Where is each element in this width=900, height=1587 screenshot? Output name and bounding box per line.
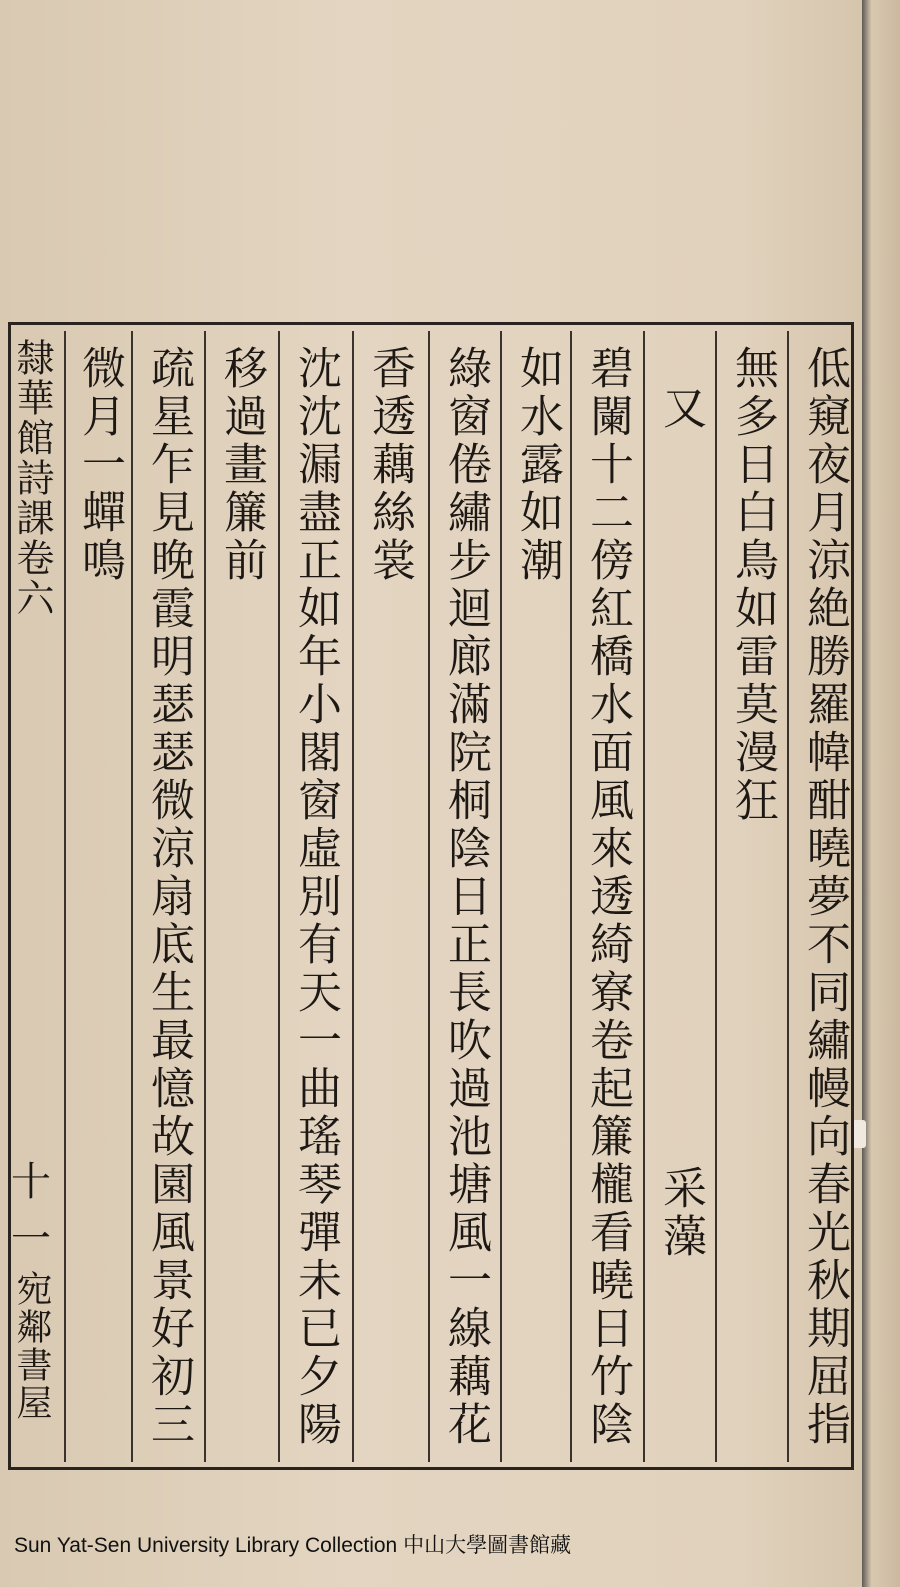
- publisher-name: 宛鄰書屋: [11, 1270, 52, 1422]
- margin-title: [10, 338, 54, 618]
- column-rule: [715, 331, 717, 1462]
- text-column: 香透藕絲裳: [364, 345, 415, 585]
- text-column: 沈沈漏盡正如年小閣窗虛別有天一曲瑤琴彈未已夕陽: [290, 345, 341, 1449]
- column-rule: [787, 331, 789, 1462]
- poem-heading: 又: [655, 385, 706, 433]
- text-column: 低窺夜月涼絶勝羅幃酣曉夢不同繡幔向春光秋期屈指: [799, 345, 850, 1449]
- text-column: 無多日白鳥如雷莫漫狂: [727, 345, 778, 825]
- text-column: 微月一蟬鳴: [74, 345, 125, 585]
- book-title: 隸華館詩課: [10, 338, 54, 538]
- column-rule: [204, 331, 206, 1462]
- text-column: 碧闌十二傍紅橋水面風來透綺寮卷起簾櫳看曉日竹陰: [582, 345, 633, 1449]
- column-rule: [643, 331, 645, 1462]
- column-rule: [64, 331, 66, 1462]
- collection-caption: Sun Yat-Sen University Library Collection 中山大學圖書館藏: [14, 1534, 572, 1557]
- volume-label: 卷六: [10, 538, 54, 618]
- text-column: 如水露如潮: [512, 345, 563, 585]
- adjacent-page-edge: [862, 0, 900, 1587]
- column-rule: [500, 331, 502, 1462]
- column-rule: [570, 331, 572, 1462]
- text-column: 疏星乍見晚霞明瑟瑟微涼扇底生最憶故園風景好初三: [143, 345, 194, 1449]
- text-column: 綠窗倦繡步迴廊滿院桐陰日正長吹過池塘風一線藕花: [440, 345, 491, 1449]
- column-rule: [131, 331, 133, 1462]
- leaf-number: 十一: [11, 1159, 51, 1262]
- column-rule: [352, 331, 354, 1462]
- text-column: 移過畫簾前: [216, 345, 267, 585]
- author-name: 采藻: [655, 1165, 706, 1261]
- column-rule: [278, 331, 280, 1462]
- column-rule: [428, 331, 430, 1462]
